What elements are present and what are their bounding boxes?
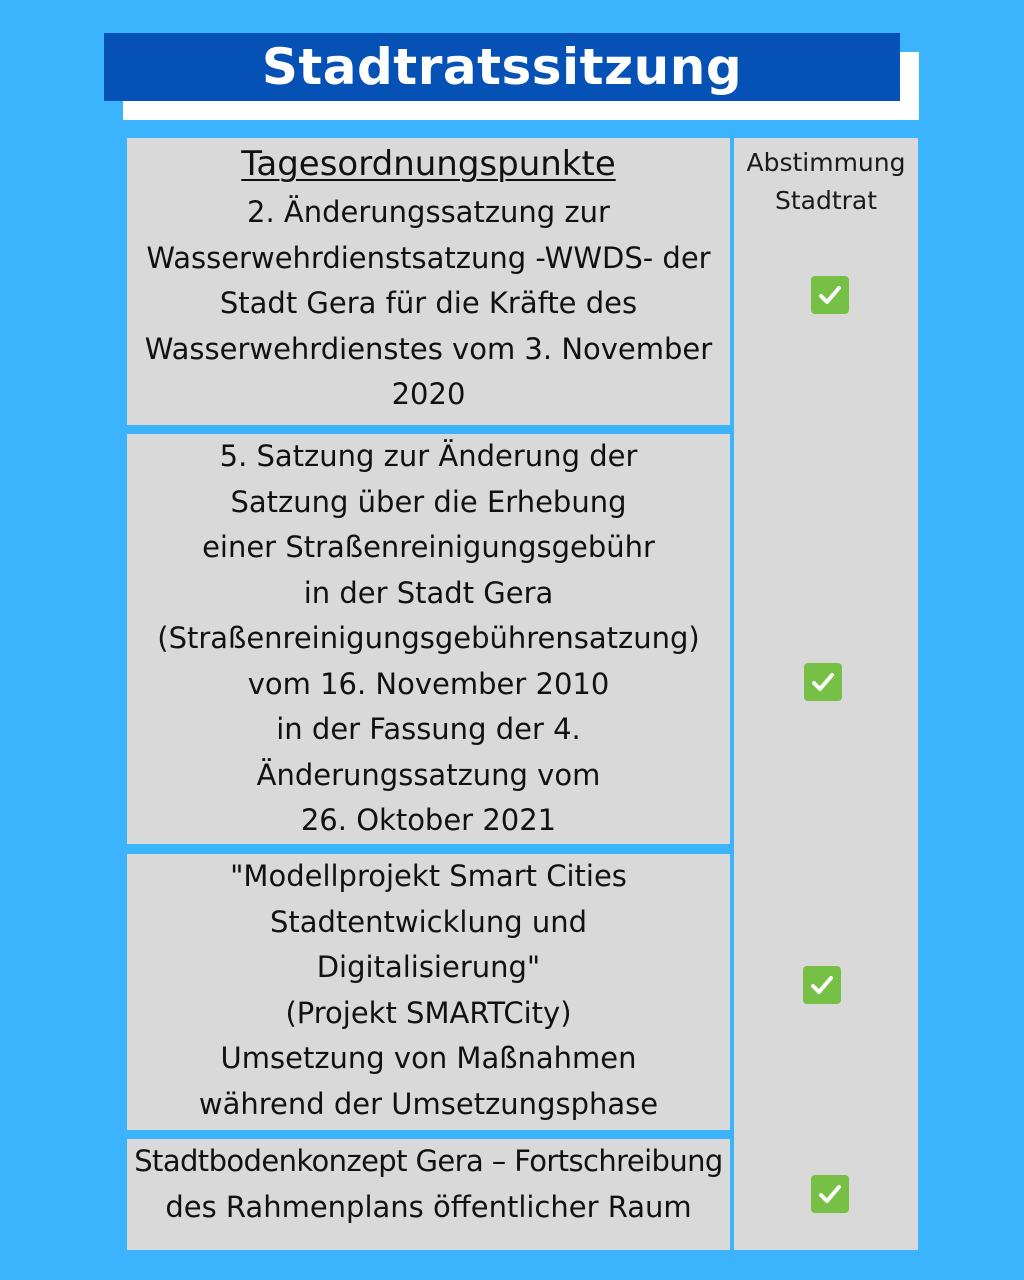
vote-header-line: Abstimmung (746, 148, 906, 177)
agenda-line: Umsetzung von Maßnahmen (220, 1041, 637, 1075)
agenda-heading: Tagesordnungspunkte (241, 144, 616, 184)
agenda-line: 2020 (391, 377, 466, 411)
agenda-line: einer Straßenreinigungsgebühr (202, 530, 655, 564)
check-mark-icon (811, 1175, 849, 1213)
agenda-line: Stadt Gera für die Kräfte des (219, 286, 638, 320)
agenda-line: Wasserwehrdienstes vom 3. November (144, 331, 713, 366)
agenda-line: in der Stadt Gera (303, 575, 554, 610)
agenda-line: während der Umsetzungsphase (198, 1086, 659, 1121)
agenda-line: vom 16. November 2010 (247, 666, 610, 701)
title-banner (104, 33, 900, 101)
agenda-line: 2. Änderungssatzung zur (247, 195, 610, 229)
agenda-line: Wasserwehrdienstsatzung -WWDS- der (146, 240, 711, 275)
agenda-item-1 (127, 138, 730, 425)
check-mark-icon (811, 276, 849, 314)
agenda-column (127, 138, 730, 1250)
page-title: Stadtratssitzung (261, 38, 743, 96)
agenda-line: 26. Oktober 2021 (300, 803, 557, 837)
agenda-line: Stadtentwicklung und (269, 904, 588, 939)
vote-header-line: Stadtrat (774, 186, 878, 215)
agenda-line: des Rahmenplans öffentlicher Raum (165, 1189, 692, 1224)
agenda-line: (Straßenreinigungsgebührensatzung) (157, 621, 700, 655)
agenda-line: Satzung über die Erhebung (230, 484, 627, 519)
agenda-item-2 (127, 434, 730, 844)
check-mark-icon (803, 966, 841, 1004)
agenda-line: (Projekt SMARTCity) (285, 995, 572, 1030)
agenda-line: Änderungssatzung vom (256, 757, 601, 792)
agenda-item-3 (127, 854, 730, 1130)
agenda-line: Digitalisierung" (316, 950, 541, 984)
agenda-line: "Modellprojekt Smart Cities (230, 859, 627, 893)
agenda-item-4 (127, 1139, 730, 1250)
agenda-line: in der Fassung der 4. (276, 712, 581, 746)
vote-header (734, 144, 918, 220)
check-mark-icon (804, 663, 842, 701)
agenda-line: Stadtbodenkonzept Gera – Fortschreibung (134, 1144, 723, 1178)
agenda-line: 5. Satzung zur Änderung der (219, 439, 638, 473)
vote-column (734, 138, 918, 1250)
